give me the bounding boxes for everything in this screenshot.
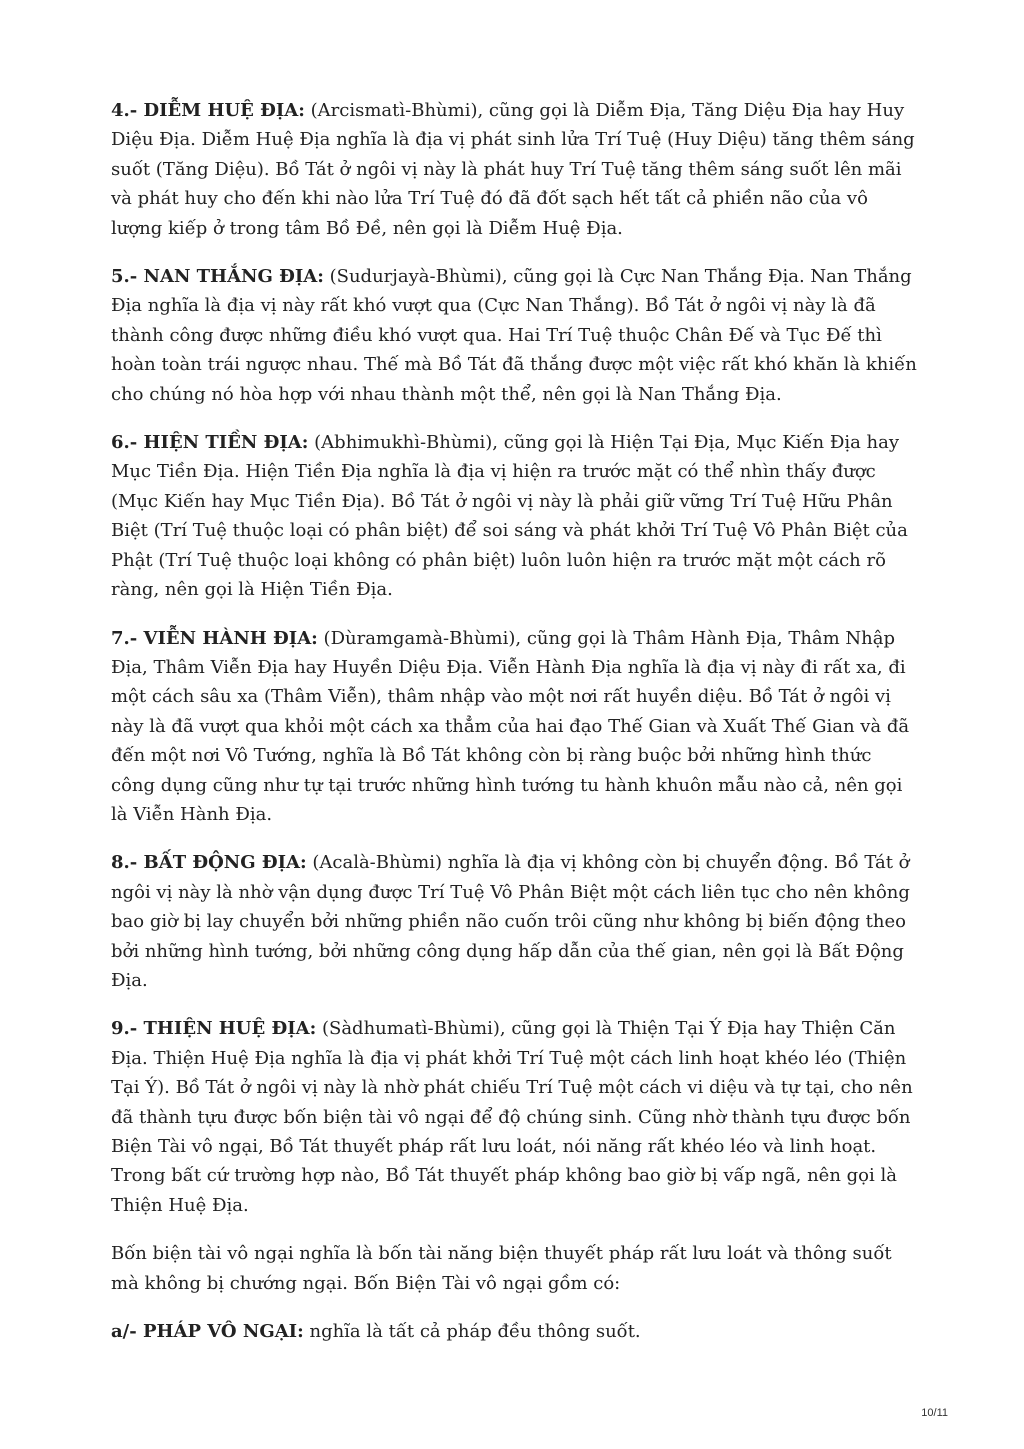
- paragraph-phap-vo-ngai: [111, 1317, 921, 1346]
- paragraph-text: (Sudurjayà-Bhùmi), cũng gọi là Cực Nan Thắng Địa. Nan Thắng Địa nghĩa là địa vị này rất khó vượt qua (Cực Nan Thắng). Bồ Tát ở ngôi vị này là đã thành công được những điều khó vượt qua. Hai Trí Tuệ thuộc Chân Đế và Tục Đế thì hoàn toàn trái ngược nhau. Thế mà Bồ Tát đã thắng được một việc rất khó khăn là khiến cho chúng nó hòa hợp với nhau thành một thể, nên gọi là Nan Thắng Địa.: [111, 266, 917, 405]
- paragraph-heading: 6.- HIỆN TIỀN ĐỊA:: [111, 432, 309, 454]
- paragraph-heading: 5.- NAN THẮNG ĐỊA:: [111, 266, 324, 288]
- paragraph-text: Bốn biện tài vô ngại nghĩa là bốn tài năng biện thuyết pháp rất lưu loát và thông suốt mà không bị chướng ngại. Bốn Biện Tài vô ngại gồm có:: [111, 1243, 892, 1294]
- paragraph-vien-hanh-dia: [111, 624, 921, 830]
- paragraph-nan-thang-dia: [111, 262, 921, 409]
- paragraph-text: nghĩa là tất cả pháp đều thông suốt.: [303, 1321, 641, 1343]
- paragraph-text: (Acalà-Bhùmi) nghĩa là địa vị không còn bị chuyển động. Bồ Tát ở ngôi vị này là nhờ vận dụng được Trí Tuệ Vô Phân Biệt một cách liên tục cho nên không bao giờ bị lay chuyển bởi những phiền não cuốn trôi cũng như không bị biến động theo bởi những hình tướng, bởi những công dụng hấp dẫn của thế gian, nên gọi là Bất Động Địa.: [111, 852, 910, 991]
- paragraph-dien-hue-dia: [111, 96, 921, 243]
- paragraph-text: (Arcismatì-Bhùmi), cũng gọi là Diễm Địa, Tăng Diệu Địa hay Huy Diệu Địa. Diễm Huệ Địa nghĩa là địa vị phát sinh lửa Trí Tuệ (Huy Diệu) tăng thêm sáng suốt (Tăng Diệu). Bồ Tát ở ngôi vị này là phát huy Trí Tuệ tăng thêm sáng suốt lên mãi và phát huy cho đến khi nào lửa Trí Tuệ đó đã đốt sạch hết tất cả phiền não của vô lượng kiếp ở trong tâm Bồ Đề, nên gọi là Diễm Huệ Địa.: [111, 100, 915, 239]
- paragraph-text: (Dùramgamà-Bhùmi), cũng gọi là Thâm Hành Địa, Thâm Nhập Địa, Thâm Viễn Địa hay Huyền Diệu Địa. Viễn Hành Địa nghĩa là địa vị này đi rất xa, đi một cách sâu xa (Thâm Viễn), thâm nhập vào một nơi rất huyền diệu. Bồ Tát ở ngôi vị này là đã vượt qua khỏi một cách xa thẳm của hai đạo Thế Gian và Xuất Thế Gian và đã đến một nơi Vô Tướng, nghĩa là Bồ Tát không còn bị ràng buộc bởi những hình thức công dụng cũng như tự tại trước những hình tướng tu hành khuôn mẫu nào cả, nên gọi là Viễn Hành Địa.: [111, 627, 910, 825]
- paragraph-heading: 7.- VIỄN HÀNH ĐỊA:: [111, 627, 318, 649]
- paragraph-bon-bien-tai: [111, 1239, 921, 1298]
- paragraph-thien-hue-dia: [111, 1014, 921, 1220]
- paragraph-hien-tien-dia: [111, 428, 921, 604]
- paragraph-heading: 8.- BẤT ĐỘNG ĐỊA:: [111, 852, 307, 874]
- paragraph-text: (Sàdhumatì-Bhùmi), cũng gọi là Thiện Tại Ý Địa hay Thiện Căn Địa. Thiện Huệ Địa nghĩa là địa vị phát khởi Trí Tuệ một cách linh hoạt khéo léo (Thiện Tại Ý). Bồ Tát ở ngôi vị này là nhờ phát chiếu Trí Tuệ một cách vi diệu và tự tại, cho nên đã thành tựu được bốn biện tài vô ngại để độ chúng sinh. Cũng nhờ thành tựu được bốn Biện Tài vô ngại, Bồ Tát thuyết pháp rất lưu loát, nói năng rất khéo léo và linh hoạt. Trong bất cứ trường hợp nào, Bồ Tát thuyết pháp không bao giờ bị vấp ngã, nên gọi là Thiện Huệ Địa.: [111, 1018, 913, 1216]
- paragraph-heading: a/- PHÁP VÔ NGẠI:: [111, 1321, 304, 1343]
- paragraph-bat-dong-dia: [111, 848, 921, 995]
- paragraph-heading: 4.- DIỄM HUỆ ĐỊA:: [111, 100, 305, 121]
- paragraph-text: (Abhimukhì-Bhùmi), cũng gọi là Hiện Tại Địa, Mục Kiến Địa hay Mục Tiền Địa. Hiện Tiền Địa nghĩa là địa vị hiện ra trước mặt có thể nhìn thấy được (Mục Kiến hay Mục Tiền Địa). Bồ Tát ở ngôi vị này là phải giữ vững Trí Tuệ Hữu Phân Biệt (Trí Tuệ thuộc loại có phân biệt) để soi sáng và phát khởi Trí Tuệ Vô Phân Biệt của Phật (Trí Tuệ thuộc loại không có phân biệt) luôn luôn hiện ra trước mặt một cách rõ ràng, nên gọi là Hiện Tiền Địa.: [111, 432, 908, 601]
- document-body: [111, 96, 921, 1365]
- paragraph-heading: 9.- THIỆN HUỆ ĐỊA:: [111, 1018, 317, 1040]
- page-number: 10/11: [921, 1407, 948, 1419]
